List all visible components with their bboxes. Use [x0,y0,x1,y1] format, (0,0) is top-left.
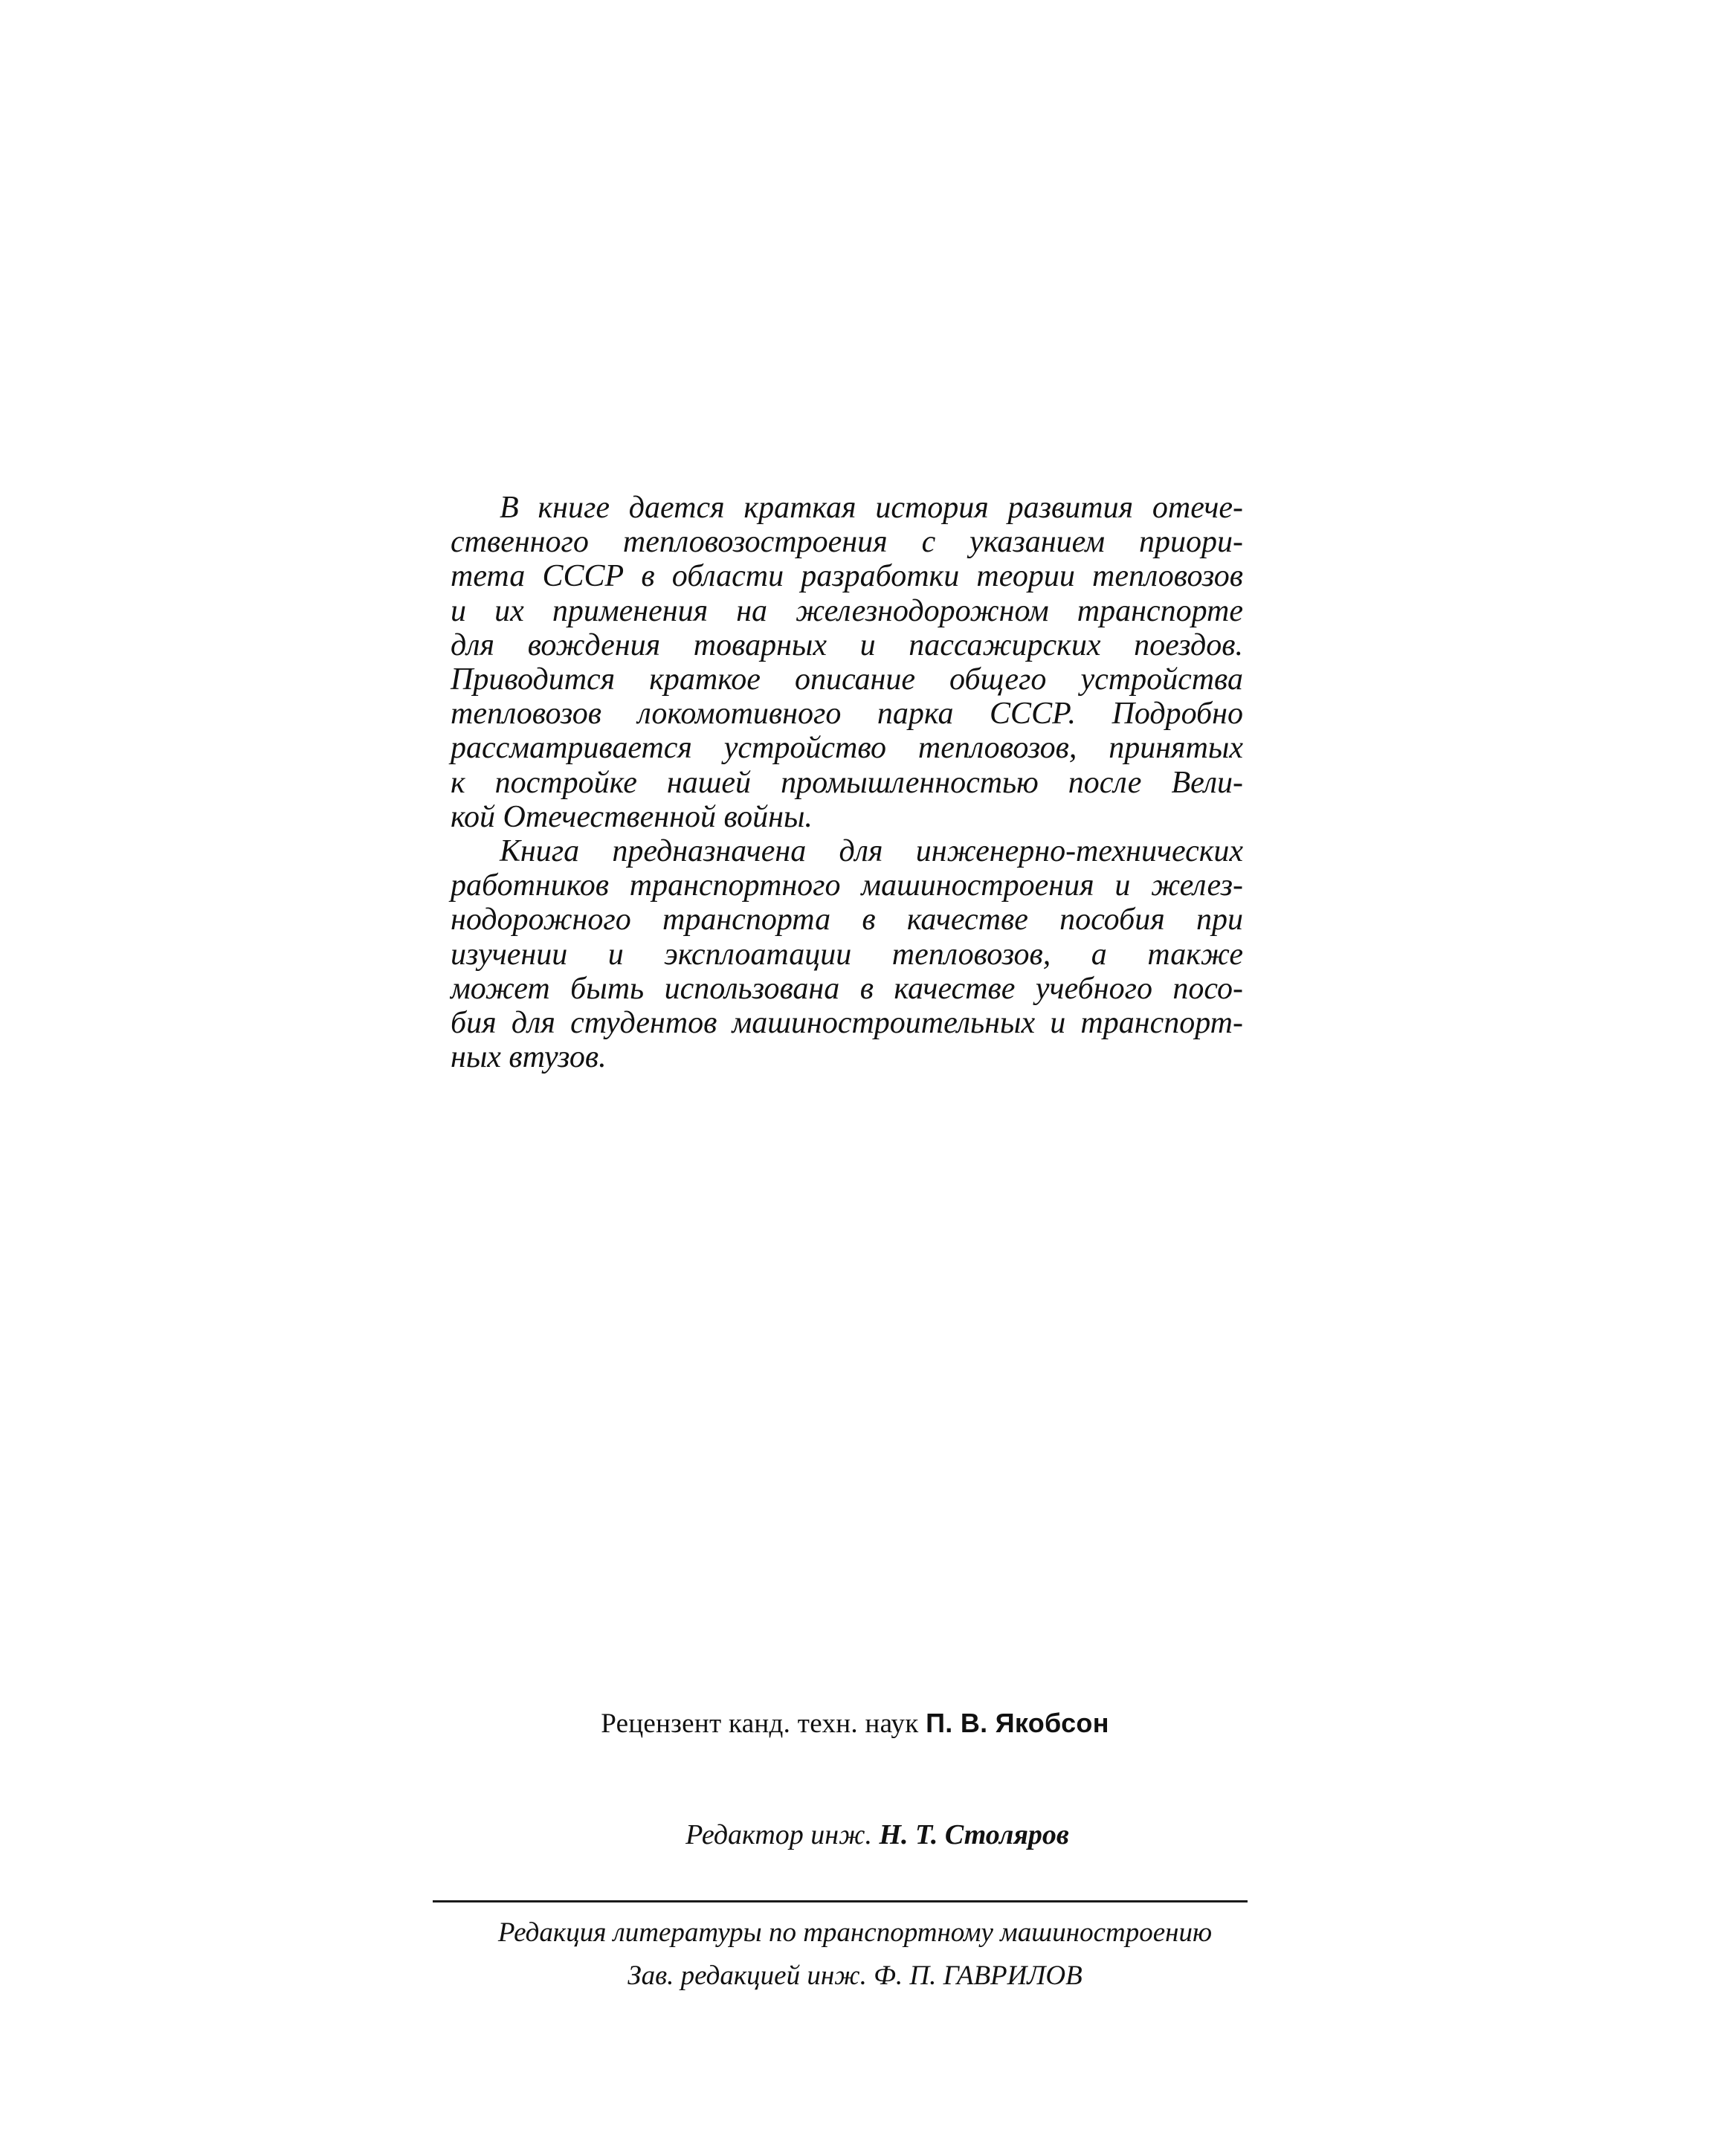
abstract-p1-line-1: В книге дается краткая история развития отече- [500,491,1243,525]
abstract-p1-line-7: тепловозов локомотивного парка СССР. Подробно [451,697,1243,732]
abstract-p2-line-1: Книга предназначена для инженерно-технических [500,834,1243,869]
editor-name: Н. Т. Столяров [879,1819,1069,1850]
editor-credit [0,1818,1710,1851]
abstract-p2-line-2: работников транспортного машиностроения и желез- [451,868,1243,903]
abstract-p1-line-5: для вождения товарных и пассажирских поездов. [451,627,1243,662]
editor-label: Редактор инж. [685,1819,872,1850]
abstract-p1-line-4: и их применения на железнодорожном транспорте [451,593,1243,628]
reviewer-credit [0,1707,1710,1740]
abstract-p1-line-2: ственного тепловозостроения с указанием приори- [451,525,1243,560]
reviewer-name: П. В. Якобсон [926,1708,1109,1738]
abstract-p2-line-3: нодорожного транспорта в качестве пособия при [451,903,1243,937]
abstract-p1-line-10: кой Отечественной войны. [451,799,813,834]
abstract-p2-line-7: ных втузов. [451,1040,607,1075]
abstract-p1-line-8: рассматривается устройство тепловозов, принятых [451,731,1243,766]
abstract-p1-line-9: к постройке нашей промышленностью после Вели- [451,765,1243,800]
abstract-p2-line-5: может быть использована в качестве учебного посо- [451,971,1243,1006]
imprint-line-1: Редакция литературы по транспортному машиностроению [497,1917,1213,1948]
abstract-p1-line-6: Приводится краткое описание общего устройства [451,662,1243,697]
abstract [451,491,1243,1074]
abstract-p2-line-4: изучении и эксплоатации тепловозов, а также [451,937,1243,972]
abstract-p2-line-6: бия для студентов машиностроительных и транспорт- [451,1006,1243,1041]
reviewer-label: Рецензент канд. техн. наук [601,1708,919,1739]
abstract-p1-line-3: тета СССР в области разработки теории тепловозов [451,559,1243,594]
divider-rule [433,1900,1248,1902]
imprint-line-2: Зав. редакцией инж. Ф. П. ГАВРИЛОВ [627,1960,1083,1991]
